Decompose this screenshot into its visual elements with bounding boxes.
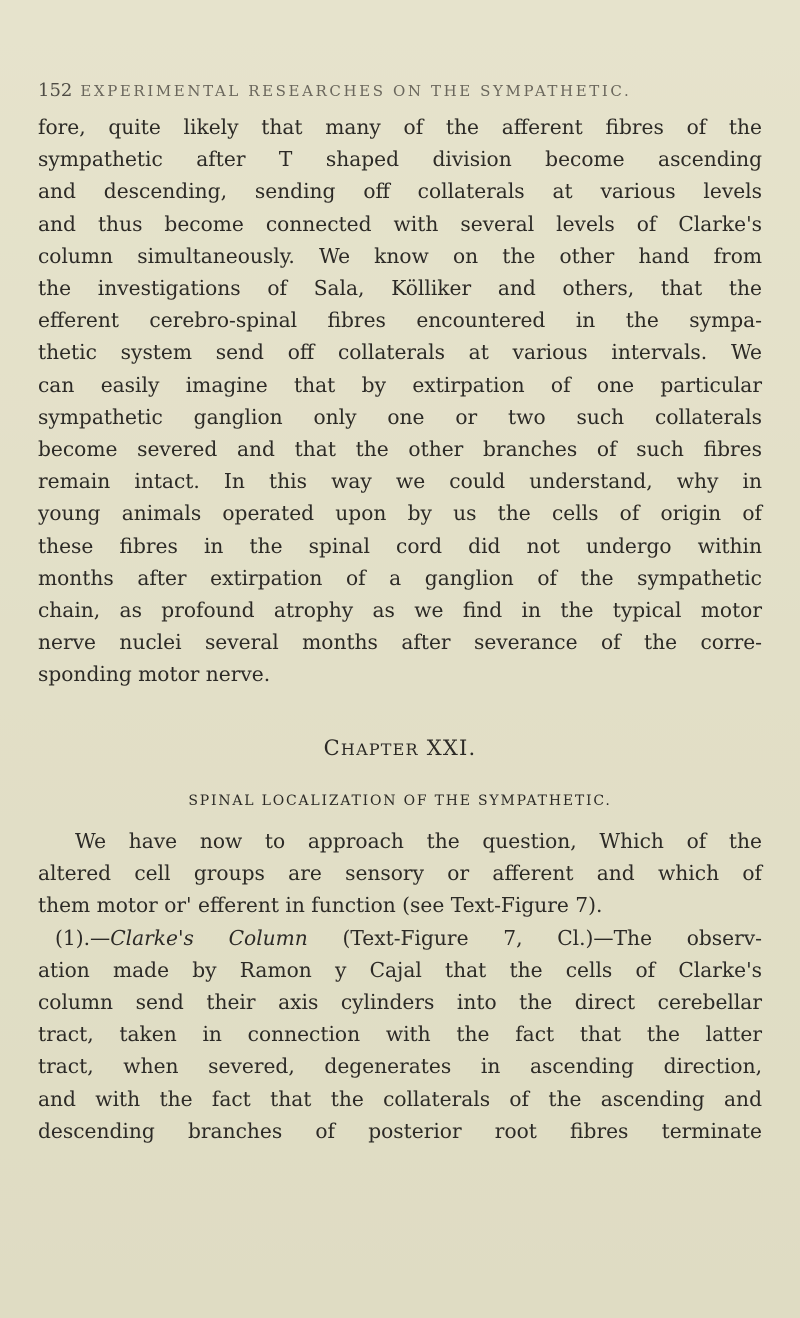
text-fragment: (Text-Figure 7, Cl.)—The observ- — [307, 925, 762, 950]
text-line: and thus become connected with several levels of Clarke's — [38, 211, 762, 236]
chapter-first-letter: C — [323, 736, 341, 760]
text-line: tract, taken in connection with the fact that the latter — [38, 1022, 762, 1047]
text-line: sympathetic ganglion only one or two such collaterals — [38, 404, 762, 429]
running-head-title: EXPERIMENTAL RESEARCHES ON THE SYMPATHETIC. — [80, 82, 632, 100]
text-line: fore, quite likely that many of the afferent fibres of the — [38, 115, 762, 139]
text-line: nerve nuclei several months after severance of the corre- — [38, 630, 762, 655]
section-title: SPINAL LOCALIZATION OF THE SYMPATHETIC. — [188, 793, 612, 809]
text-line: sponding motor nerve. — [38, 662, 271, 687]
text-line: ation made by Ramon y Cajal that the cells of Clarke's — [38, 957, 762, 982]
text-line: young animals operated upon by us the cells of origin of — [38, 501, 762, 526]
text-line: We have now to approach the question, Which of the — [75, 829, 762, 853]
chapter-word: HAPTER — [340, 740, 419, 759]
text-line: can easily imagine that by extirpation of one particular — [38, 372, 762, 397]
italic-term: Clarke's Column — [110, 925, 308, 950]
chapter-heading — [0, 736, 800, 760]
text-line: column send their axis cylinders into the direct cerebellar — [38, 990, 762, 1015]
text-line: become severed and that the other branches of such fibres — [38, 437, 762, 462]
text-line: efferent cerebro-spinal fibres encountered in the sympa- — [38, 308, 762, 333]
running-head — [38, 80, 631, 101]
text-line: and with the fact that the collaterals of the ascending and — [38, 1086, 762, 1111]
page-number: 152 — [38, 80, 73, 101]
text-line: remain intact. In this way we could understand, why in — [38, 469, 762, 494]
text-line: chain, as profound atrophy as we find in the typical motor — [38, 598, 762, 623]
text-line: them motor or' efferent in function (see Text-Figure 7). — [38, 893, 603, 918]
paragraph-section — [38, 825, 762, 1147]
text-line: tract, when severed, degenerates in ascending direction, — [38, 1054, 762, 1079]
text-line: thetic system send off collaterals at various intervals. We — [38, 340, 762, 365]
text-line: sympathetic after T shaped division become ascending — [38, 147, 762, 172]
text-line: the investigations of Sala, Kölliker and others, that the — [38, 276, 762, 301]
text-line: descending branches of posterior root fibres terminate — [38, 1118, 762, 1143]
chapter-numeral: XXI. — [426, 736, 477, 760]
text-line: and descending, sending off collaterals at various levels — [38, 179, 762, 204]
text-line: months after extirpation of a ganglion of the sympathetic — [38, 565, 762, 590]
text-line: these fibres in the spinal cord did not undergo within — [38, 533, 762, 558]
text-line: column simultaneously. We know on the other hand from — [38, 243, 762, 268]
item-number: (1).— — [55, 925, 111, 950]
text-line-heading — [38, 922, 762, 954]
paragraph-continued — [38, 111, 762, 691]
text-line: altered cell groups are sensory or afferent and which of — [38, 861, 762, 886]
